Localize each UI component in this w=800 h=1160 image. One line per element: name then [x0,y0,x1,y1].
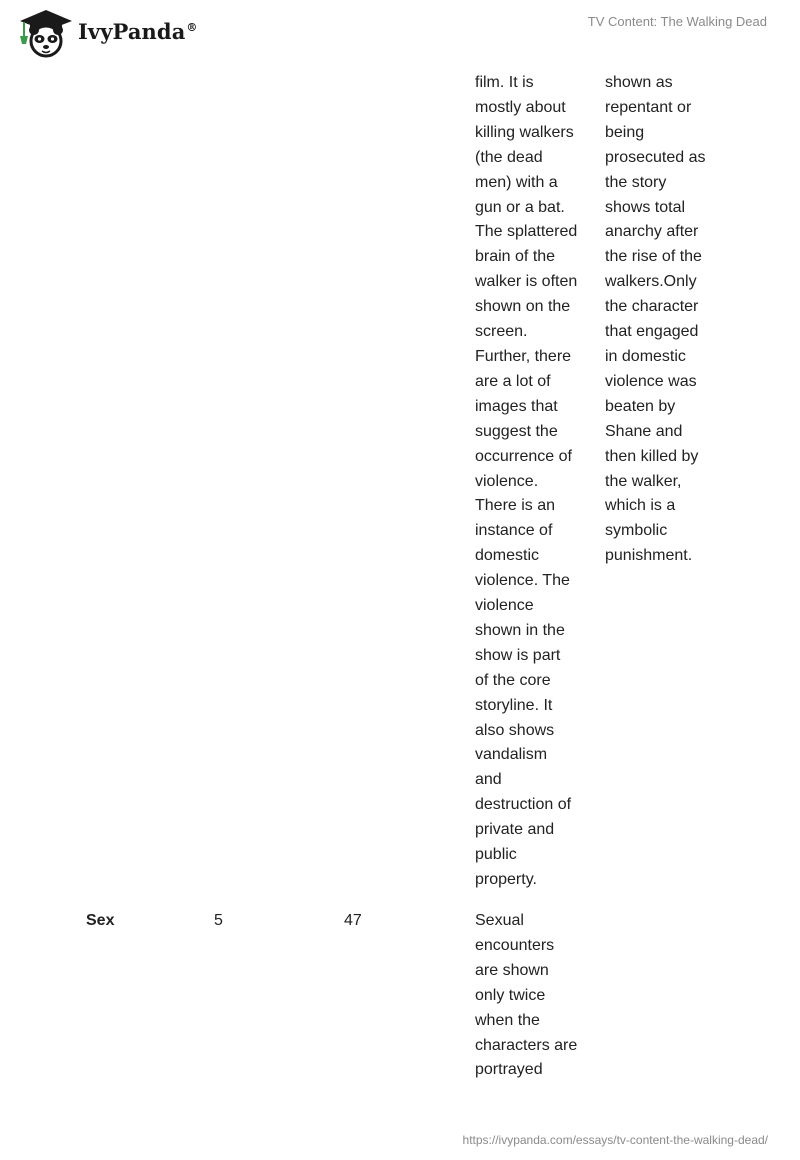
violence-description-text: film. It is mostly about killing walkers (the dead men) with a gun or a bat. The splattered brain of the walker is often shown on the screen. Further, there are a lot of images that suggest the occurrence of violence. There is an instance of domestic violence. The violence shown in the show is part of the core storyline. It also shows vandalism and destruction of private and public property. [475,74,578,888]
page-header [0,0,800,60]
document-title: TV Content: The Walking Dead [587,14,767,29]
ivypanda-logo[interactable] [14,8,204,58]
sex-description-text: Sexual encounters are shown only twice when the characters are portrayed [475,912,578,1079]
sex-description-cell [475,909,591,1083]
registered-mark: ® [186,21,198,34]
violence-description-cell [475,71,591,893]
consequence-description-text: shown as repentant or being prosecuted as the story shows total anarchy after the rise of the walkers.Only the character that engaged in domestic violence was beaten by Shane and then killed by the walker, which is a symbolic punishment. [605,74,706,565]
sex-value-1: 5 [214,912,223,929]
sex-value-2: 47 [344,912,362,929]
consequence-description-cell [605,71,720,569]
panda-graduate-icon [14,8,76,58]
footer-url-link[interactable]: https://ivypanda.com/essays/tv-content-the-walking-dead/ [462,1133,768,1147]
row-label-sex: Sex [86,912,115,929]
brand-name: IvyPanda® [78,19,198,44]
